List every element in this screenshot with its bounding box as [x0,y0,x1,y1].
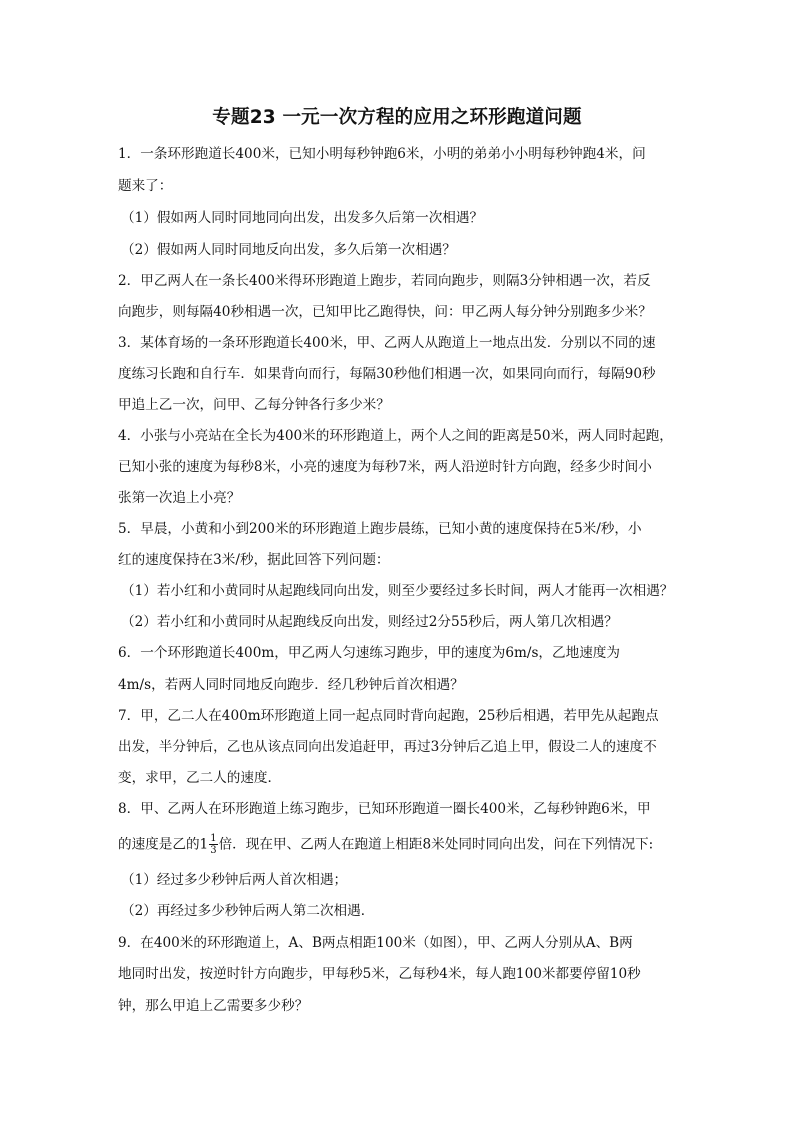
problem-9-line-1: 9．在400米的环形跑道上，A、B两点相距100米（如图），甲、乙两人分别从A、B两 [118,935,633,951]
problem-4-line-3: 张第一次追上小亮？ [118,490,241,506]
fraction-denominator: 3 [210,845,217,856]
problem-6-line-2: 4m/s，若两人同时同地反向跑步．经几秒钟后首次相遇？ [118,677,464,693]
problem-1-part-2: （2）假如两人同时同地反向出发，多久后第一次相遇？ [121,242,456,258]
problem-5-line-1: 5．早晨，小黄和小到200米的环形跑道上跑步晨练，已知小黄的速度保持在5米/秒，小 [118,521,642,537]
problem-4-line-2: 已知小张的速度为每秒8米，小亮的速度为每秒7米，两人沿逆时针方向跑，经多少时间小 [118,459,652,475]
problem-6-line-1: 6．一个环形跑道长400m，甲乙两人匀速练习跑步，甲的速度为6m/s，乙地速度为 [118,645,620,661]
problem-5-part-2: （2）若小红和小黄同时从起跑线反向出发，则经过2分55秒后，两人第几次相遇？ [121,614,618,630]
problem-1-line-1: 1．一条环形跑道长400米，已知小明每秒钟跑6米，小明的弟弟小小明每秒钟跑4米，问 [118,146,646,162]
problem-3-line-2: 度练习长跑和自行车．如果背向而行，每隔30秒他们相遇一次，如果同向而行，每隔90秒 [118,366,656,382]
problem-5-line-2: 红的速度保持在3米/秒，据此回答下列问题： [118,552,390,568]
problem-3-line-1: 3．某体育场的一条环形跑道长400米，甲、乙两人从跑道上一地点出发．分别以不同的速 [118,335,656,351]
document-title: 专题23 一元一次方程的应用之环形跑道问题 [212,107,582,128]
problem-1-part-1: （1）假如两人同时同地同向出发，出发多久后第一次相遇？ [121,210,484,226]
problem-8-part-1: （1）经过多少秒钟后两人首次相遇； [121,872,348,888]
problem-2-line-2: 向跑步，则每隔40秒相遇一次，已知甲比乙跑得快，问：甲乙两人每分钟分别跑多少米？ [118,304,652,320]
fraction-one-third [209,833,217,856]
problem-5-part-1: （1）若小红和小黄同时从起跑线同向出发，则至少要经过多长时间，两人才能再一次相遇？ [121,583,674,599]
fraction-numerator: 1 [210,833,217,844]
problem-8-line-1: 8．甲、乙两人在环形跑道上练习跑步，已知环形跑道一圈长400米，乙每秒钟跑6米，甲 [118,801,651,817]
problem-7-line-3: 变，求甲，乙二人的速度． [118,770,282,786]
problem-7-line-2: 出发，半分钟后，乙也从该点同向出发追赶甲，再过3分钟后乙追上甲，假设二人的速度不 [118,739,657,755]
problem-9-line-2: 地同时出发，按逆时针方向跑步，甲每秒5米，乙每秒4米，每人跑100米都要停留10秒 [118,966,641,982]
problem-4-line-1: 4．小张与小亮站在全长为400米的环形跑道上，两个人之间的距离是50米，两人同时起跑， [118,428,673,444]
problem-3-line-3: 甲追上乙一次，问甲、乙每分钟各行多少米？ [118,397,390,413]
problem-1-line-2: 题来了： [118,178,173,194]
problem-8-text-after-fraction: 倍．现在甲、乙两人在跑道上相距8米处同时同向出发，问在下列情况下: [218,836,654,853]
problem-9-line-3: 钟，那么甲追上乙需要多少秒？ [118,998,309,1014]
problem-7-line-1: 7．甲，乙二人在400m环形跑道上同一起点同时背向起跑，25秒后相遇，若甲先从起跑点 [118,708,659,724]
problem-8-part-2: （2）再经过多少秒钟后两人第二次相遇． [121,903,375,919]
problem-8-line-2 [118,833,653,856]
problem-8-text-before-fraction: 的速度是乙的1 [118,836,209,853]
problem-2-line-1: 2．甲乙两人在一条长400米得环形跑道上跑步，若同向跑步，则隔3分钟相遇一次，若反 [118,273,651,289]
